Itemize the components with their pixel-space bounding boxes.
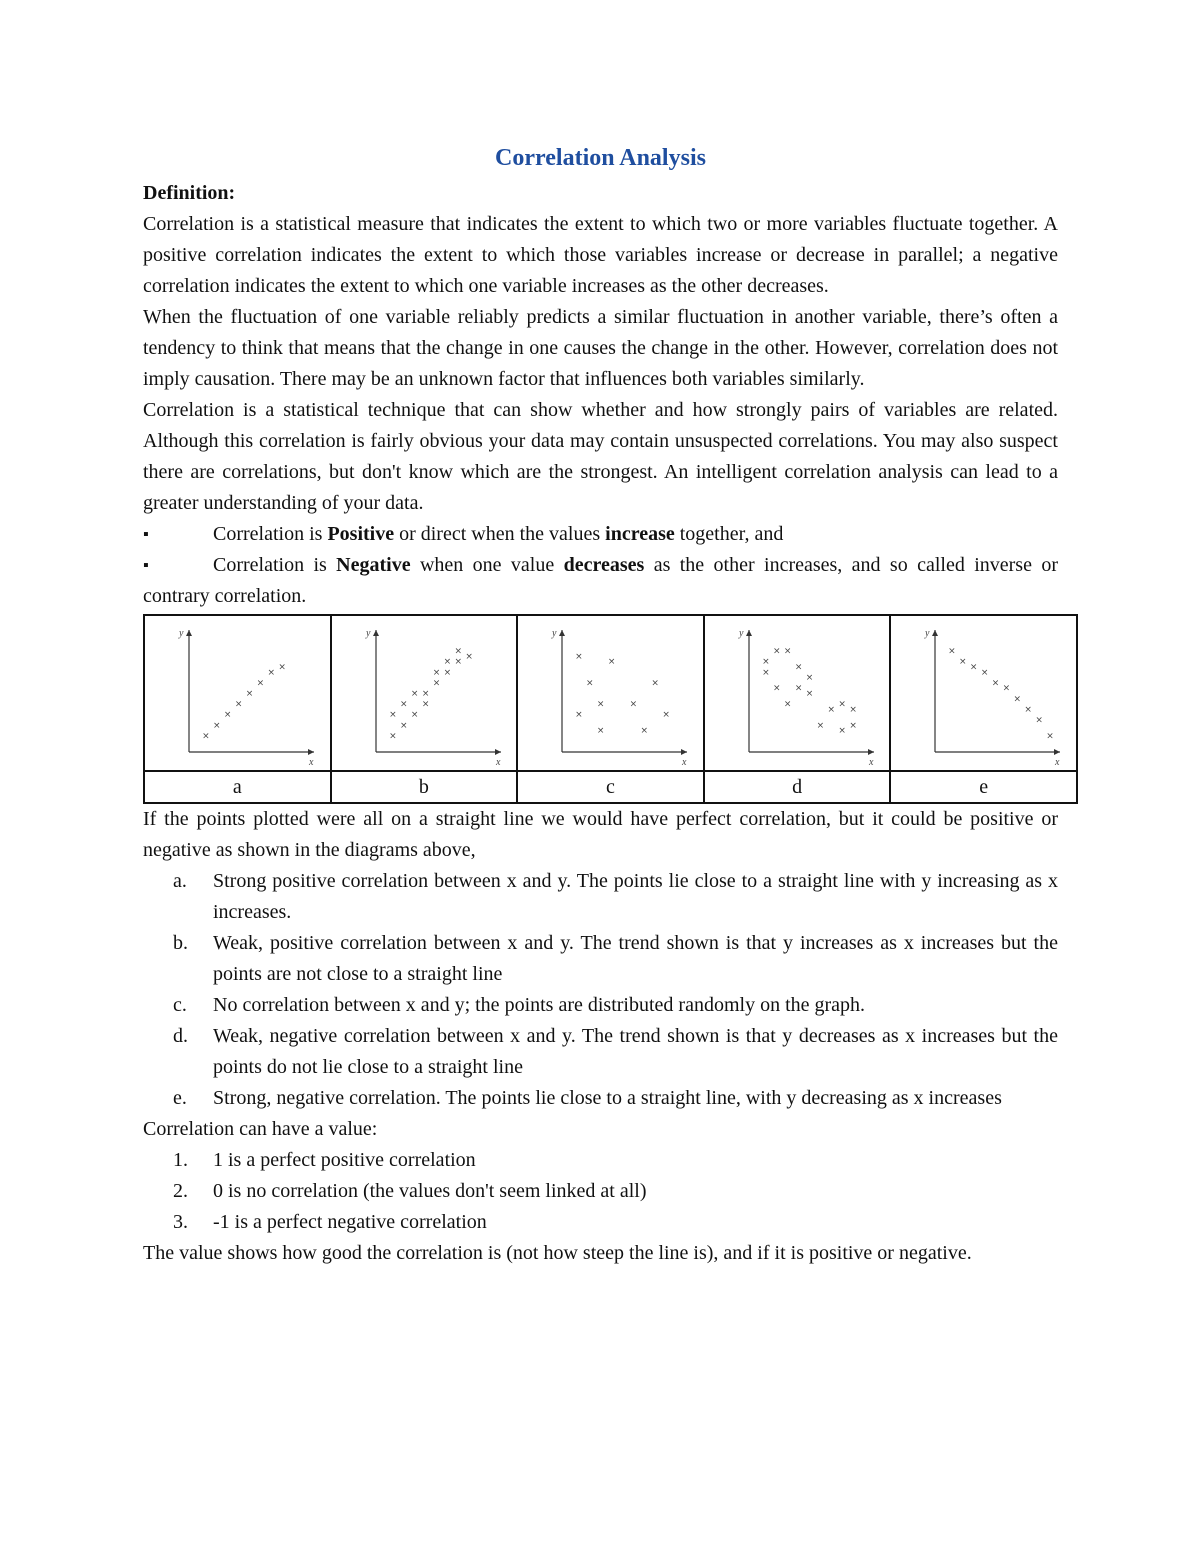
scatter-point: × bbox=[399, 720, 408, 731]
scatter-point: × bbox=[849, 704, 857, 715]
scatter-svg-d bbox=[705, 618, 888, 768]
x-axis-label: x bbox=[868, 757, 874, 768]
list-text: 1 is a perfect positive correlation bbox=[213, 1149, 476, 1171]
figure-caption-e: e bbox=[890, 771, 1077, 803]
scatter-point: × bbox=[399, 699, 408, 710]
scatter-point: × bbox=[608, 657, 616, 668]
list-label: c. bbox=[173, 994, 187, 1016]
scatter-point: × bbox=[838, 726, 846, 737]
scatter-point: × bbox=[267, 667, 276, 678]
list-item bbox=[143, 990, 1058, 1021]
scatter-point: × bbox=[651, 678, 660, 689]
scatter-point: × bbox=[410, 710, 419, 721]
bullet-bold: increase bbox=[605, 523, 675, 545]
scatter-point: × bbox=[223, 710, 232, 721]
x-axis-label: x bbox=[495, 757, 501, 768]
document-page bbox=[143, 140, 1058, 1269]
scatter-point: × bbox=[1035, 715, 1044, 726]
correlation-values-list bbox=[143, 1145, 1058, 1238]
scatter-point: × bbox=[805, 689, 814, 699]
scatter-point: × bbox=[959, 657, 967, 668]
x-axis-arrow bbox=[495, 749, 501, 755]
list-text: No correlation between x and y; the points are distributed randomly on the graph. bbox=[213, 994, 866, 1016]
bullet-text: Correlation is bbox=[213, 523, 328, 545]
bullet-text: Correlation is bbox=[213, 554, 337, 576]
list-item bbox=[143, 866, 1058, 928]
scatter-point: × bbox=[410, 689, 419, 699]
x-axis-arrow bbox=[681, 749, 687, 755]
scatter-svg-c bbox=[518, 618, 701, 768]
scatter-point: × bbox=[640, 726, 649, 737]
scatter-plot-b bbox=[331, 615, 518, 771]
x-axis-arrow bbox=[308, 749, 314, 755]
scatter-point: × bbox=[432, 678, 440, 689]
scatter-point: × bbox=[662, 710, 671, 721]
scatter-point: × bbox=[597, 726, 605, 737]
y-axis-arrow bbox=[746, 630, 752, 636]
list-label: 2. bbox=[173, 1180, 188, 1202]
x-axis-label: x bbox=[1055, 757, 1060, 768]
scatter-point: × bbox=[421, 699, 429, 710]
scatter-point: × bbox=[981, 667, 989, 678]
scatter-point: × bbox=[761, 657, 770, 668]
bullet-positive bbox=[143, 519, 1058, 550]
scatter-point: × bbox=[783, 699, 792, 710]
x-axis-arrow bbox=[1054, 749, 1060, 755]
paragraph-closing: The value shows how good the correlation is (not how steep the line is), and if it is positive or negative. bbox=[143, 1242, 972, 1264]
page-title: Correlation Analysis bbox=[495, 145, 706, 171]
scatter-point: × bbox=[629, 699, 638, 710]
figure-caption-a: a bbox=[144, 771, 331, 803]
scatter-point: × bbox=[388, 710, 397, 721]
bullet-mark: ▪ bbox=[143, 526, 149, 543]
scatter-point: × bbox=[761, 667, 770, 678]
scatter-svg-b bbox=[332, 618, 515, 768]
bullet-negative bbox=[143, 550, 1058, 612]
bullet-text: as the other increases, and so called inverse or contrary correlation. bbox=[143, 554, 1058, 607]
paragraph-after-figure: If the points plotted were all on a straight line we would have perfect correlation, but it could be positive or negative as shown in the diagrams above, bbox=[143, 808, 1058, 861]
list-label: d. bbox=[173, 1025, 188, 1047]
scatter-point: × bbox=[794, 662, 803, 673]
y-axis-label: y bbox=[738, 628, 744, 639]
scatter-point: × bbox=[1013, 694, 1022, 705]
scatter-point: × bbox=[465, 651, 473, 662]
list-text: -1 is a perfect negative correlation bbox=[213, 1211, 487, 1233]
x-axis-arrow bbox=[868, 749, 874, 755]
list-item bbox=[143, 1176, 1058, 1207]
scatter-point: × bbox=[849, 720, 857, 731]
figure-caption-d: d bbox=[704, 771, 891, 803]
list-label: a. bbox=[173, 870, 187, 892]
bullet-bold: Positive bbox=[327, 523, 395, 545]
scatter-point: × bbox=[1046, 731, 1055, 742]
figure-caption-b: b bbox=[331, 771, 518, 803]
scatter-point: × bbox=[245, 689, 254, 699]
paragraph-technique: Correlation is a statistical technique that can show whether and how strongly pairs of variables are related. Although this correlation is fairly obvious your data may contain unsuspected correlations. You may also suspect there are correlations, but don't know which are the strongest. An intelligent correlation analysis can lead to a greater understanding of your data. bbox=[143, 399, 1058, 514]
scatter-point: × bbox=[816, 720, 824, 731]
y-axis-arrow bbox=[373, 630, 379, 636]
scatter-plot-e bbox=[890, 615, 1077, 771]
figure-caption-c: c bbox=[517, 771, 704, 803]
list-label: e. bbox=[173, 1087, 187, 1109]
x-axis-label: x bbox=[682, 757, 687, 768]
list-text: Strong, negative correlation. The points lie close to a straight line, with y decreasing as x increases bbox=[213, 1087, 1002, 1109]
scatter-point: × bbox=[388, 731, 397, 742]
scatter-point: × bbox=[213, 720, 221, 731]
list-text: 0 is no correlation (the values don't seem linked at all) bbox=[213, 1180, 647, 1202]
scatter-point: × bbox=[838, 699, 846, 710]
scatter-svg-a bbox=[145, 618, 328, 768]
bullet-text: or direct when the values bbox=[394, 523, 606, 545]
list-label: 3. bbox=[173, 1211, 188, 1233]
y-axis-label: y bbox=[365, 628, 371, 639]
y-axis-label: y bbox=[179, 628, 184, 639]
bullet-bold: decreases bbox=[563, 554, 645, 576]
scatter-point: × bbox=[783, 646, 792, 657]
list-text: Weak, negative correlation between x and y. The trend shown is that y decreases as x increases but the points do not lie close to a straight line bbox=[213, 1025, 1058, 1078]
y-axis-label: y bbox=[552, 628, 557, 639]
scatter-plot-c bbox=[517, 615, 704, 771]
scatter-point: × bbox=[575, 651, 583, 662]
scatter-point: × bbox=[432, 667, 440, 678]
scatter-point: × bbox=[948, 646, 957, 657]
scatter-point: × bbox=[827, 704, 835, 715]
scatter-point: × bbox=[575, 710, 583, 721]
bullet-mark: ▪ bbox=[143, 557, 149, 574]
scatter-point: × bbox=[202, 731, 210, 742]
paragraph-definition: Correlation is a statistical measure that indicates the extent to which two or more variables fluctuate together. A positive correlation indicates the extent to which those variables increase or decrease in parallel; a negative correlation indicates the extent to which one variable increases as the other decreases. bbox=[143, 213, 1058, 297]
list-label: b. bbox=[173, 932, 188, 954]
bullet-bold: Negative bbox=[336, 554, 411, 576]
paragraph-causation: When the fluctuation of one variable reliably predicts a similar fluctuation in another variable, there’s often a tendency to think that means that the change in one causes the change in the other. However, correlation does not imply causation. There may be an unknown factor that influences both variables similarly. bbox=[143, 306, 1058, 390]
paragraph-value-intro: Correlation can have a value: bbox=[143, 1118, 378, 1140]
list-item bbox=[143, 928, 1058, 990]
scatter-point: × bbox=[970, 662, 978, 673]
y-axis-arrow bbox=[559, 630, 565, 636]
scatter-point: × bbox=[772, 683, 781, 694]
scatter-point: × bbox=[805, 673, 814, 684]
scatter-point: × bbox=[454, 657, 462, 668]
scatter-point: × bbox=[278, 662, 286, 673]
scatter-plot-a bbox=[144, 615, 331, 771]
scatter-point: × bbox=[454, 646, 462, 657]
scatter-point: × bbox=[1024, 704, 1033, 715]
y-axis-arrow bbox=[932, 630, 938, 636]
scatter-point: × bbox=[794, 683, 803, 694]
scatter-point: × bbox=[597, 699, 605, 710]
list-text: Weak, positive correlation between x and y. The trend shown is that y increases as x increases but the points are not close to a straight line bbox=[213, 932, 1058, 985]
scatter-figure-table bbox=[143, 614, 1078, 804]
list-label: 1. bbox=[173, 1149, 188, 1171]
definition-heading: Definition: bbox=[143, 182, 236, 204]
scatter-point: × bbox=[256, 678, 265, 689]
list-item bbox=[143, 1021, 1058, 1083]
correlation-types-list bbox=[143, 866, 1058, 1114]
bullet-text: when one value bbox=[410, 554, 564, 576]
scatter-plot-d bbox=[704, 615, 891, 771]
list-item bbox=[143, 1207, 1058, 1238]
scatter-point: × bbox=[234, 699, 243, 710]
bullet-text: together, and bbox=[674, 523, 784, 545]
y-axis-label: y bbox=[925, 628, 930, 639]
scatter-svg-e bbox=[891, 618, 1074, 768]
scatter-point: × bbox=[443, 667, 451, 678]
scatter-point: × bbox=[992, 678, 1000, 689]
scatter-point: × bbox=[421, 689, 429, 699]
list-item bbox=[143, 1145, 1058, 1176]
scatter-point: × bbox=[1003, 683, 1011, 694]
scatter-point: × bbox=[586, 678, 594, 689]
scatter-point: × bbox=[772, 646, 781, 657]
scatter-point: × bbox=[443, 657, 451, 668]
y-axis-arrow bbox=[186, 630, 192, 636]
list-text: Strong positive correlation between x and y. The points lie close to a straight line with y increasing as x increases. bbox=[213, 870, 1058, 923]
list-item bbox=[143, 1083, 1058, 1114]
x-axis-label: x bbox=[309, 757, 314, 768]
